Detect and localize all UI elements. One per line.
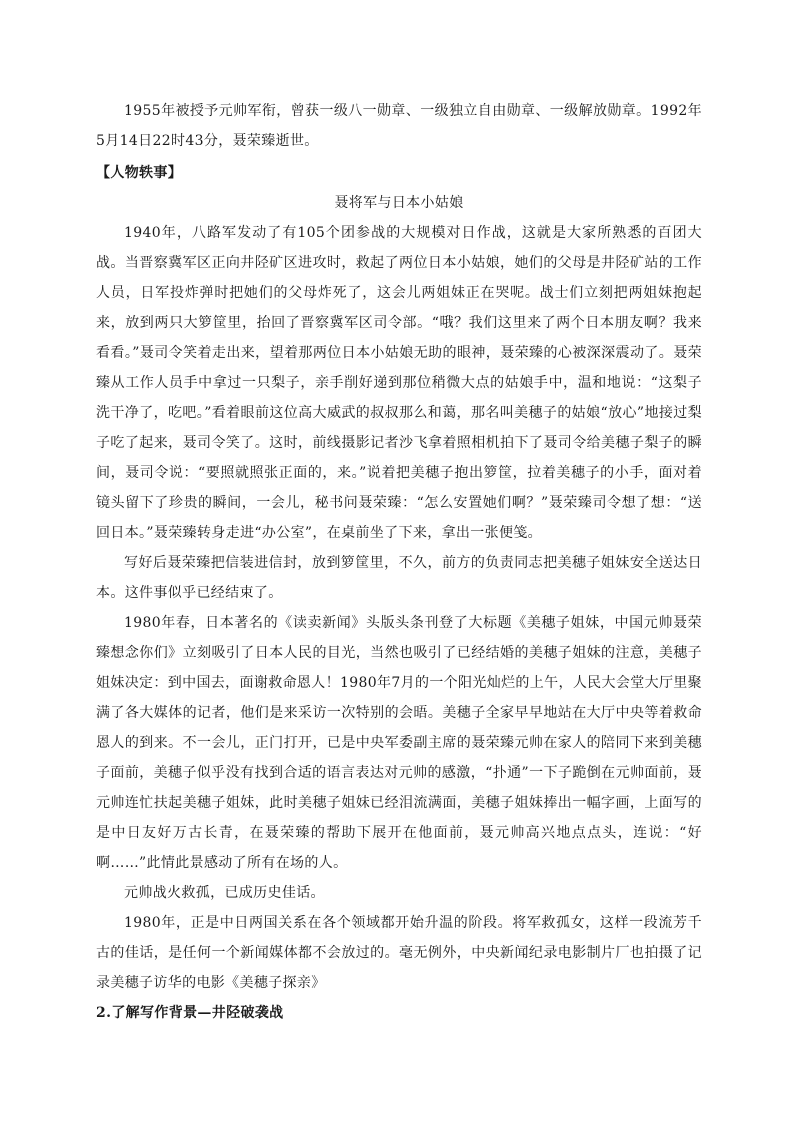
story-paragraph: 元帅战火救孤，已成历史佳话。	[124, 885, 325, 901]
story-paragraph: 1980年春，日本著名的《读卖新闻》头版头条刊登了大标题《美穗子姐妹，中国元帅聂荣臻想念你们》立刻吸引了日本人民的目光，当然也吸引了已经结婚的美穗子姐妹的注意，美穗子姐妹决定：到中国去，面谢救命恩人！1980年7月的一个阳光灿烂的上午，人民大会堂大厅里聚满了各大媒体的记者，他们是来采访一次特别的会晤。美穗子全家早早地站在大厅中央等着救命恩人的到来。不一会儿，正门打开，已是中央军委副主席的聂荣臻元帅在家人的陪同下来到美穗子面前，美穗子似乎没有找到合适的语言表达对元帅的感激，“扑通”一下子跪倒在元帅面前，聂元帅连忙扶起美穗子姐妹，此时美穗子姐妹已经泪流满面，美穗子姐妹捧出一幅字画，上面写的是中日友好万古长青，在聂荣臻的帮助下展开在他面前，聂元帅高兴地点点头，连说：“好啊……”此情此景感动了所有在场的人。	[96, 615, 702, 871]
story-paragraph: 1940年，八路军发动了有105个团参战的大规模对日作战，这就是大家所熟悉的百团大战。当晋察冀军区正向井陉矿区进攻时，救起了两位日本小姑娘，她们的父母是井陉矿站的工作人员，日军投炸弹时把她们的父母炸死了，这会儿两姐妹正在哭呢。战士们立刻把两姐妹抱起来，放到两只大箩筐里，抬回了晋察冀军区司令部。“哦？我们这里来了两个日本朋友啊？我来看看。”聂司令笑着走出来，望着那两位日本小姑娘无助的眼神，聂荣臻的心被深深震动了。聂荣臻从工作人员手中拿过一只梨子，亲手削好递到那位稍微大点的姑娘手中，温和地说：“这梨子洗干净了，吃吧。”看着眼前这位高大威武的叔叔那么和蔼，那名叫美穗子的姑娘“放心”地接过梨子吃了起来，聂司令笑了。这时，前线摄影记者沙飞拿着照相机拍下了聂司令给美穗子梨子的瞬间，聂司令说：“要照就照张正面的，来。”说着把美穗子抱出箩筐，拉着美穗子的小手，面对着镜头留下了珍贵的瞬间，一会儿，秘书问聂荣臻：“怎么安置她们啊？”聂荣臻司令想了想：“送回日本。”聂荣臻转身走进“办公室”，在桌前坐了下来，拿出一张便笺。	[96, 225, 702, 541]
story-paragraph: 1980年，正是中日两国关系在各个领域都开始升温的阶段。将军救孤女，这样一段流芳千古的佳话，是任何一个新闻媒体都不会放过的。毫无例外，中央新闻纪录电影制片厂也拍摄了记录美穗子访华的电影《美穗子探亲》	[96, 915, 702, 991]
intro-paragraph: 1955年被授予元帅军衔，曾获一级八一勋章、一级独立自由勋章、一级解放勋章。1992年5月14日22时43分，聂荣臻逝世。	[96, 103, 702, 149]
story-paragraph: 写好后聂荣臻把信装进信封，放到箩筐里，不久，前方的负责同志把美穗子姐妹安全送达日本。这件事似乎已经结束了。	[96, 555, 702, 601]
section-label: 【人物轶事】	[96, 165, 183, 181]
story-title: 聂将军与日本小姑娘	[334, 195, 464, 211]
document-page	[96, 96, 702, 1028]
section-heading: 2.了解写作背景—井陉破袭战	[96, 1005, 284, 1021]
